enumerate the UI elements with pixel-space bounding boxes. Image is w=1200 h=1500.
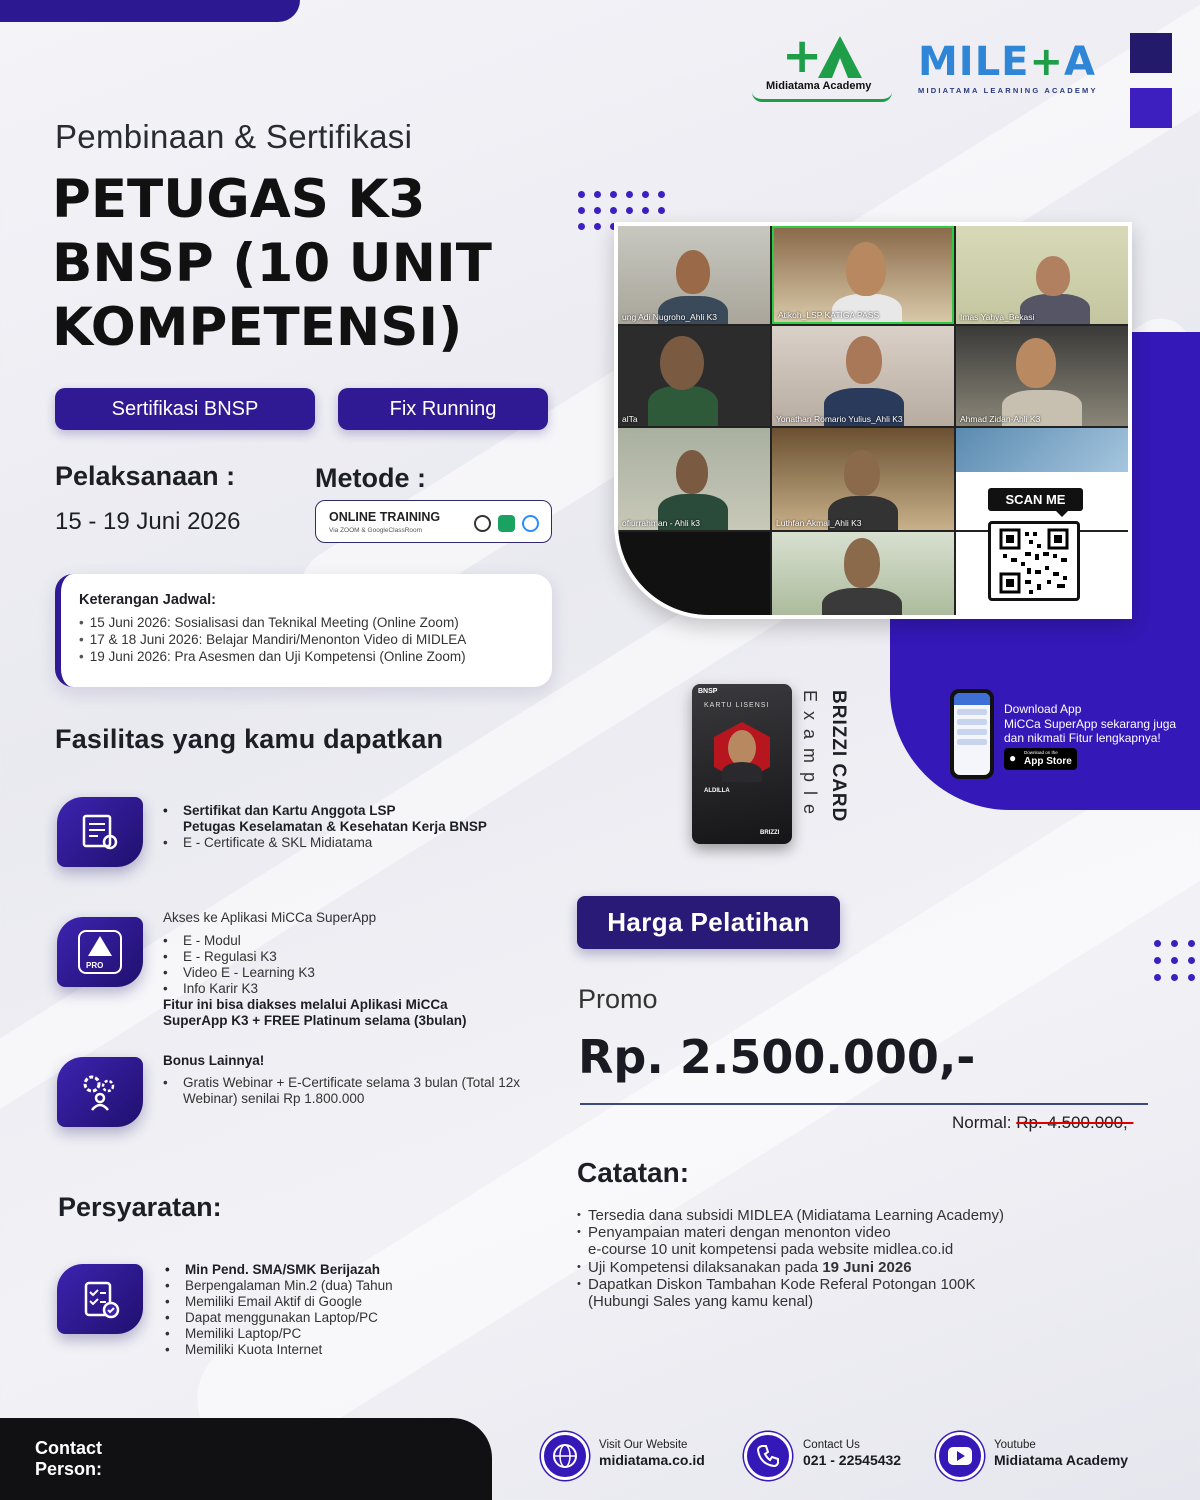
phone-contact[interactable] — [803, 1438, 901, 1468]
card-title: KARTU LISENSI — [704, 702, 770, 709]
catatan-text: Uji Kompetensi dilaksanakan pada — [588, 1258, 823, 1276]
download-line: MiCCa SuperApp sekarang juga — [1004, 716, 1177, 731]
schedule-item: • 17 & 18 Juni 2026: Belajar Mandiri/Menonton Video di MIDLEA — [79, 631, 552, 648]
bonus-item-cont: Webinar) senilai Rp 1.800.000 — [183, 1091, 365, 1106]
catatan-item-cont: e-course 10 unit kompetensi pada website midlea.co.id — [588, 1241, 954, 1259]
schedule-item: • 19 Juni 2026: Pra Asesmen dan Uji Kompetensi (Online Zoom) — [79, 648, 552, 665]
card-bnsp: BNSP — [698, 688, 718, 695]
download-line: dan nikmati Fitur lengkapnya! — [1004, 731, 1161, 745]
youtube-icon — [936, 1432, 984, 1480]
corner-accent — [0, 0, 300, 22]
qr-code-icon[interactable] — [988, 521, 1080, 601]
participant-name: ung Adi Nugroho_Ahli K3 — [622, 312, 717, 322]
apple-icon: ● — [1009, 751, 1017, 765]
pelaksanaan-label: Pelaksanaan : — [55, 461, 236, 491]
decor-square — [1130, 88, 1172, 128]
pro-label: PRO — [86, 961, 104, 970]
requirement-item: • Memiliki Kuota Internet — [165, 1342, 393, 1358]
download-line: Download App — [1004, 702, 1082, 716]
gear-person-icon — [57, 1057, 143, 1127]
facility-item: • E - Modul — [163, 933, 466, 949]
harga-pelatihan-button[interactable]: Harga Pelatihan — [577, 896, 840, 949]
brizzi-example-label: Example — [800, 690, 820, 824]
contact-label: Contact — [35, 1438, 102, 1458]
brizzi-card-label — [795, 690, 853, 850]
phone-app-image — [950, 689, 994, 779]
requirement-item: • Dapat menggunakan Laptop/PC — [165, 1310, 393, 1326]
tag-fix-running: Fix Running — [338, 388, 548, 430]
contact-label: Person: — [35, 1459, 103, 1479]
facility-block-bonus — [163, 1053, 520, 1107]
requirement-item: • Min Pend. SMA/SMK Berijazah — [165, 1262, 393, 1278]
method-title: ONLINE TRAINING — [329, 510, 441, 524]
website-url: midiatama.co.id — [599, 1452, 705, 1468]
normal-price — [952, 1113, 1133, 1133]
globe-icon — [541, 1432, 589, 1480]
facility-item: • Video E - Learning K3 — [163, 965, 466, 981]
milea-logo: MILE+A MIDIATAMA LEARNING ACADEMY — [918, 39, 1098, 95]
training-date: 15 - 19 Juni 2026 — [55, 508, 241, 535]
app-store-small: Download on the — [1024, 750, 1058, 755]
requirements-list — [165, 1262, 393, 1358]
catatan-item: • Tersedia dana subsidi MIDLEA (Midiatama Learning Academy) — [577, 1207, 1004, 1224]
catatan-date: 19 Juni 2026 — [822, 1258, 912, 1276]
participant-name: Luthfan Akmal_Ahli K3 — [776, 518, 862, 528]
phone-icon — [744, 1432, 792, 1480]
app-store-big: App Store — [1024, 756, 1072, 767]
participant-name: Yonathan Romario Yulius_Ahli K3 — [776, 414, 903, 424]
normal-label: Normal: — [952, 1113, 1012, 1132]
facility-note: Fitur ini bisa diakses melalui Aplikasi MiCCa — [163, 997, 448, 1012]
participant-name: Ahmad Zidan-Ahli K3 — [960, 414, 1041, 424]
youtube-link[interactable] — [994, 1438, 1128, 1468]
catatan-item — [577, 1259, 1004, 1276]
micca-pro-icon — [57, 917, 143, 987]
fasilitas-heading: Fasilitas yang kamu dapatkan — [55, 724, 444, 754]
card-brand: BRIZZI — [760, 830, 780, 836]
logo-text: Midiatama Academy — [766, 80, 872, 92]
participant-name: Imas Yahya_Bekasi — [960, 312, 1035, 322]
normal-price-value: Rp. 4.500.000,- — [1016, 1113, 1134, 1132]
facility-item: Petugas Keselamatan & Kesehatan Kerja BNSP — [183, 819, 487, 834]
catatan-list — [577, 1207, 1004, 1310]
scan-me-qr[interactable] — [988, 488, 1083, 601]
method-badge — [315, 500, 552, 543]
tag-sertifikasi-bnsp: Sertifikasi BNSP — [55, 388, 315, 430]
participant-name: alTa — [622, 414, 638, 424]
facility-block-certificate — [163, 803, 487, 851]
catatan-item: • Dapatkan Diskon Tambahan Kode Referal Potongan 100K — [577, 1276, 1004, 1293]
logo-subtext: MIDIATAMA LEARNING ACADEMY — [918, 86, 1098, 95]
download-app-text — [1004, 702, 1176, 746]
bonus-title: Bonus Lainnya! — [163, 1053, 265, 1068]
youtube-label: Youtube — [994, 1439, 1036, 1451]
card-holder: ALDILLA — [704, 788, 730, 794]
dot-grid — [1154, 940, 1195, 981]
catatan-item: • Penyampaian materi dengan menonton video — [577, 1224, 1004, 1241]
certificate-icon — [57, 797, 143, 867]
catatan-item-cont: (Hubungi Sales yang kamu kenal) — [588, 1293, 814, 1311]
catatan-heading: Catatan: — [577, 1157, 690, 1188]
youtube-channel: Midiatama Academy — [994, 1452, 1129, 1468]
brizzi-card-image — [692, 684, 792, 844]
persyaratan-heading: Persyaratan: — [58, 1192, 222, 1222]
webcam-icon — [474, 515, 491, 532]
method-subtitle: Via ZOOM & GoogleClassRoom — [329, 527, 423, 534]
page-title: PETUGAS K3 BNSP (10 UNIT KOMPETENSI) — [52, 169, 492, 358]
schedule-item: • 15 Juni 2026: Sosialisasi dan Teknikal Meeting (Online Zoom) — [79, 614, 552, 631]
facility-intro: Akses ke Aplikasi MiCCa SuperApp — [163, 910, 377, 925]
facility-item: • E - Regulasi K3 — [163, 949, 466, 965]
divider — [580, 1103, 1148, 1105]
zoom-icon — [522, 515, 539, 532]
midiatama-academy-logo: + Midiatama Academy — [752, 30, 897, 102]
facility-block-app — [163, 910, 466, 1029]
metode-label: Metode : — [315, 463, 426, 493]
page-subtitle: Pembinaan & Sertifikasi — [55, 118, 413, 155]
website-label: Visit Our Website — [599, 1439, 688, 1451]
facility-note: SuperApp K3 + FREE Platinum selama (3bulan) — [163, 1013, 467, 1028]
bonus-item: • Gratis Webinar + E-Certificate selama 3 bulan (Total 12x — [163, 1075, 520, 1091]
website-link[interactable] — [599, 1438, 705, 1468]
promo-label: Promo — [578, 984, 658, 1014]
requirement-item: • Berpengalaman Min.2 (dua) Tahun — [165, 1278, 393, 1294]
schedule-heading: Keterangan Jadwal: — [79, 592, 216, 608]
decor-square — [1130, 33, 1172, 73]
phone-label: Contact Us — [803, 1439, 860, 1451]
promo-price: Rp. 2.500.000,- — [578, 1030, 976, 1084]
contact-person-panel — [0, 1418, 492, 1500]
brizzi-card-title: BRIZZI CARD — [828, 690, 849, 823]
scan-me-label: SCAN ME — [988, 488, 1083, 511]
schedule-card — [55, 574, 552, 687]
facility-item: • E - Certificate & SKL Midiatama — [163, 835, 487, 851]
participant-name: Atikoh_LSP KATIGA PASS — [778, 310, 880, 320]
requirement-item: • Memiliki Laptop/PC — [165, 1326, 393, 1342]
checklist-icon — [57, 1264, 143, 1334]
participant-name: ofiurrahman - Ahli k3 — [622, 518, 700, 528]
requirement-item: • Memiliki Email Aktif di Google — [165, 1294, 393, 1310]
phone-number: 021 - 22545432 — [803, 1452, 902, 1468]
facility-item: • Sertifikat dan Kartu Anggota LSP — [163, 803, 487, 819]
facility-item: • Info Karir K3 — [163, 981, 466, 997]
app-store-button[interactable] — [1004, 748, 1077, 770]
google-classroom-icon — [498, 515, 515, 532]
